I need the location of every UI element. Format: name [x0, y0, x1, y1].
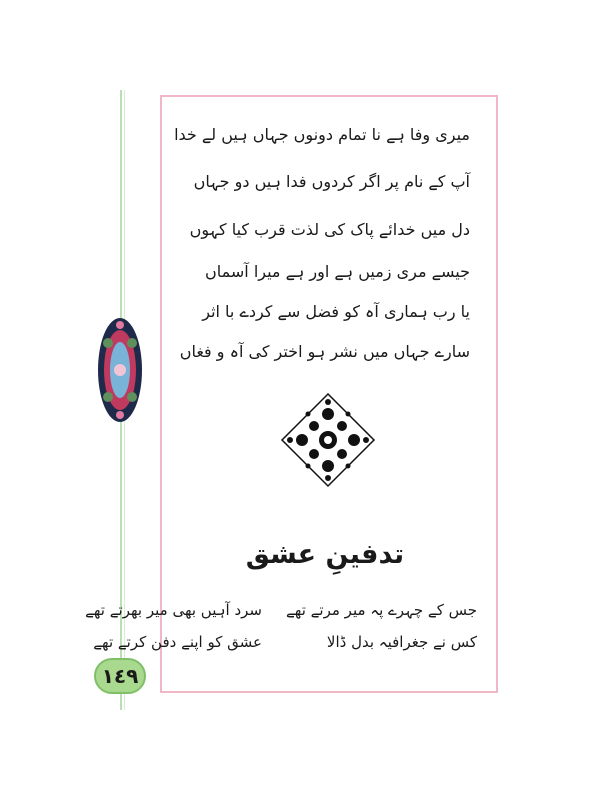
- floral-medallion-ornament: [96, 315, 144, 425]
- verse-line: آپ کے نام پر اگر کردوں فدا ہیں دو جہاں: [193, 172, 470, 191]
- verse-line: میری وفا ہے نا تمام دونوں جہاں ہیں لے خدا: [174, 125, 470, 144]
- section-title: تدفینِ عشق: [245, 539, 405, 570]
- page-number-badge: ١٤٩: [94, 658, 146, 694]
- verse-line: یا رب ہماری آہ کو فضل سے کردے با اثر: [202, 302, 470, 321]
- geometric-diamond-motif: [280, 392, 376, 488]
- couplet-line-left: سرد آہیں بھی میر بھرتے تھے: [85, 601, 262, 619]
- couplet-line-right: کس نے جغرافیہ بدل ڈالا: [326, 633, 477, 651]
- couplet-line-left: عشق کو اپنے دفن کرتے تھے: [93, 633, 262, 651]
- verse-line: سارے جہاں میں نشر ہو اختر کی آہ و فغاں: [179, 342, 470, 361]
- verse-line: جیسے مری زمیں ہے اور ہے میرا آسماں: [205, 262, 470, 281]
- couplet-line-right: جس کے چہرے پہ میر مرتے تھے: [285, 601, 477, 619]
- verse-line: دل میں خدائے پاک کی لذت قرب کیا کہوں: [189, 220, 470, 239]
